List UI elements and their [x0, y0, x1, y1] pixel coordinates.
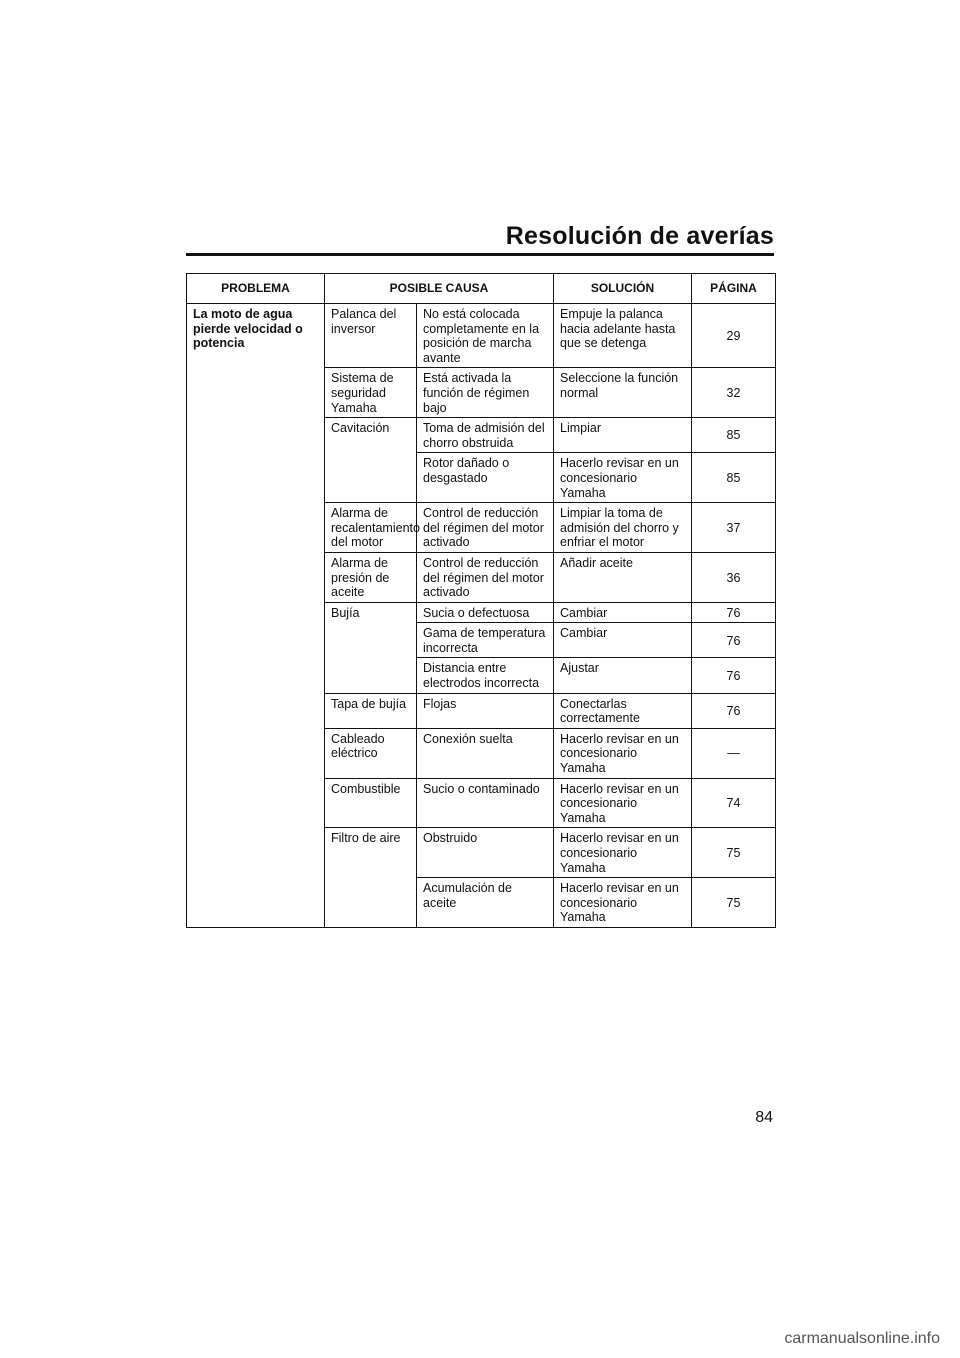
solution-cell: Hacerlo revisar en un concesionario Yamaha: [554, 728, 692, 778]
page-cell: 76: [692, 658, 776, 693]
cause-cell: Filtro de aire: [325, 828, 417, 928]
header-cause: POSIBLE CAUSA: [325, 274, 554, 304]
detail-cell: Control de reducción del régimen del motor activado: [417, 503, 554, 553]
solution-cell: Hacerlo revisar en un concesionario Yamaha: [554, 878, 692, 928]
cause-cell: Alarma de presión de aceite: [325, 552, 417, 602]
detail-cell: Obstruido: [417, 828, 554, 878]
table-row: [187, 304, 776, 368]
header-page: PÁGINA: [692, 274, 776, 304]
cause-cell: Bujía: [325, 602, 417, 693]
detail-cell: Toma de admisión del chorro obstruida: [417, 418, 554, 453]
header-problem: PROBLEMA: [187, 274, 325, 304]
header-solution: SOLUCIÓN: [554, 274, 692, 304]
page-cell: 76: [692, 602, 776, 623]
problem-cell: La moto de agua pierde velocidad o potencia: [187, 304, 325, 928]
detail-cell: Sucio o contaminado: [417, 778, 554, 828]
page-number: 84: [755, 1109, 773, 1126]
page-cell: 37: [692, 503, 776, 553]
cause-cell: Combustible: [325, 778, 417, 828]
page-cell: 74: [692, 778, 776, 828]
detail-cell: Control de reducción del régimen del motor activado: [417, 552, 554, 602]
solution-cell: Cambiar: [554, 623, 692, 658]
page-title: Resolución de averías: [505, 222, 774, 250]
page-cell: 85: [692, 418, 776, 453]
page-cell: 76: [692, 623, 776, 658]
page-cell: 75: [692, 828, 776, 878]
solution-cell: Conectarlas correctamente: [554, 693, 692, 728]
detail-cell: No está colocada completamente en la posición de marcha avante: [417, 304, 554, 368]
page-cell: 32: [692, 368, 776, 418]
detail-cell: Acumulación de aceite: [417, 878, 554, 928]
page-cell: 76: [692, 693, 776, 728]
cause-cell: Alarma de recalentamiento del motor: [325, 503, 417, 553]
solution-cell: Limpiar la toma de admisión del chorro y enfriar el motor: [554, 503, 692, 553]
solution-cell: Cambiar: [554, 602, 692, 623]
cause-cell: Cavitación: [325, 418, 417, 503]
solution-cell: Añadir aceite: [554, 552, 692, 602]
detail-cell: Está activada la función de régimen bajo: [417, 368, 554, 418]
watermark: carmanualsonline.info: [784, 1330, 940, 1347]
cause-cell: Palanca del inversor: [325, 304, 417, 368]
page-cell: 36: [692, 552, 776, 602]
table-header-row: [187, 274, 776, 304]
solution-cell: Hacerlo revisar en un concesionario Yamaha: [554, 828, 692, 878]
detail-cell: Distancia entre electrodos incorrecta: [417, 658, 554, 693]
cause-cell: Tapa de bujía: [325, 693, 417, 728]
cause-cell: Cableado eléctrico: [325, 728, 417, 778]
detail-cell: Rotor dañado o desgastado: [417, 453, 554, 503]
solution-cell: Hacerlo revisar en un concesionario Yamaha: [554, 453, 692, 503]
page-cell: 75: [692, 878, 776, 928]
title-rule: [186, 253, 774, 256]
page-cell: 85: [692, 453, 776, 503]
troubleshooting-table: [186, 273, 776, 928]
detail-cell: Flojas: [417, 693, 554, 728]
page-cell: —: [692, 728, 776, 778]
solution-cell: Empuje la palanca hacia adelante hasta que se detenga: [554, 304, 692, 368]
detail-cell: Sucia o defectuosa: [417, 602, 554, 623]
solution-cell: Hacerlo revisar en un concesionario Yamaha: [554, 778, 692, 828]
solution-cell: Seleccione la función normal: [554, 368, 692, 418]
solution-cell: Limpiar: [554, 418, 692, 453]
detail-cell: Conexión suelta: [417, 728, 554, 778]
detail-cell: Gama de temperatura incorrecta: [417, 623, 554, 658]
solution-cell: Ajustar: [554, 658, 692, 693]
cause-cell: Sistema de seguridad Yamaha: [325, 368, 417, 418]
page-cell: 29: [692, 304, 776, 368]
